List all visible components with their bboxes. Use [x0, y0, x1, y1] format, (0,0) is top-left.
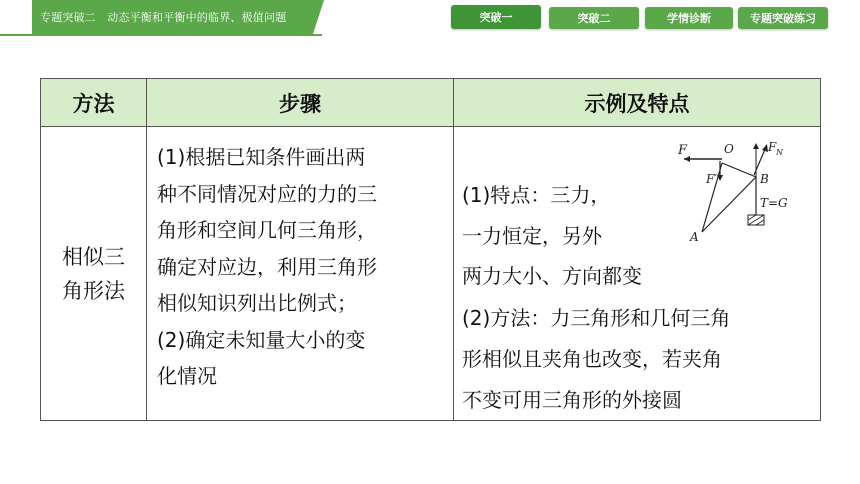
vertical-arrowhead [753, 143, 759, 149]
method-name-cell [41, 127, 147, 421]
step-line: 角形和空间几何三角形， [157, 218, 377, 242]
example-line: (1)特点：三力， [462, 183, 611, 207]
example-cell [454, 127, 821, 421]
header-steps: 步骤 [147, 79, 454, 127]
example-line: 两力大小、方向都变 [462, 264, 642, 288]
step-line: (2)确定未知量大小的变 [157, 327, 366, 352]
nav-tab-exercises[interactable]: 专题突破练习 [738, 7, 828, 29]
nav-tab-breakthrough-2[interactable]: 突破二 [549, 7, 639, 29]
label-fn: F [768, 140, 777, 154]
label-a: A [690, 230, 699, 244]
example-line: 形相似且夹角也改变，若夹角 [462, 347, 722, 371]
header-method: 方法 [41, 79, 147, 127]
label-b: B [760, 172, 769, 186]
label-f: F [678, 143, 688, 158]
table-row [41, 127, 821, 421]
label-o: O [724, 142, 734, 156]
nav-tab-diagnosis[interactable]: 学情诊断 [645, 7, 733, 29]
top-bar [0, 0, 860, 36]
banner-underline [0, 34, 322, 36]
label-fn-sub: N [776, 148, 783, 157]
label-t: T=G [760, 196, 788, 210]
step-line: (1)根据已知条件画出两 [157, 145, 366, 169]
nav-tab-breakthrough-1[interactable]: 突破一 [451, 5, 541, 29]
example-line: (2)方法：力三角形和几何三角 [462, 306, 731, 330]
step-line: 种不同情况对应的力的三 [157, 181, 377, 206]
label-fprime: F′ [706, 172, 718, 186]
step-line: 相似知识列出比例式； [157, 291, 357, 315]
similar-triangle-force-diagram [676, 137, 816, 247]
step-line: 确定对应边，利用三角形 [157, 254, 377, 279]
example-line: 一力恒定，另外 [462, 224, 602, 248]
steps-cell [147, 127, 454, 421]
rope-line [722, 163, 756, 177]
method-name-line: 相似三 [62, 244, 125, 269]
example-line: 不变可用三角形的外接圆 [462, 388, 682, 412]
method-table [40, 78, 821, 421]
method-name-line: 角形法 [62, 278, 125, 303]
table-header-row [41, 79, 821, 127]
header-example: 示例及特点 [454, 79, 821, 127]
chapter-title: 专题突破二 动态平衡和平衡中的临界、极值问题 [40, 11, 287, 24]
step-line: 化情况 [157, 364, 217, 388]
